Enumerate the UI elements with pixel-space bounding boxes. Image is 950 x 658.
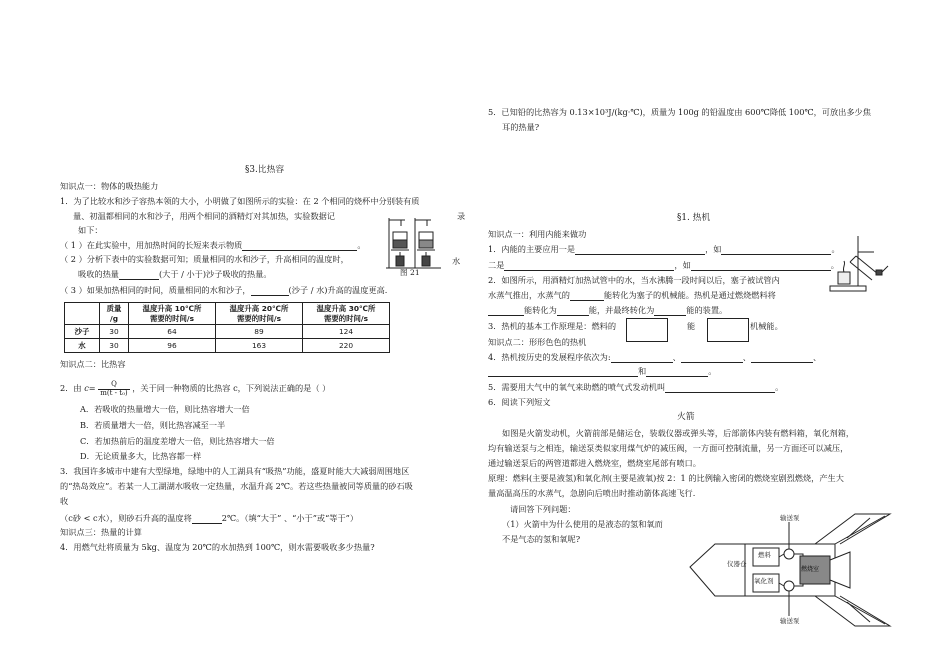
r-line8 [488,366,716,377]
answer-blank[interactable] [691,261,831,271]
table-header-cell [129,303,216,325]
q1-line2-end: 录 [457,211,466,221]
table-cell: 96 [129,339,216,353]
answer-blank[interactable] [751,353,813,363]
table-row [65,339,390,353]
r-line2-text: 二是 [488,260,505,270]
answer-blank[interactable] [611,353,673,363]
table-cell: 30 [100,339,129,353]
table-cell: 水 [65,339,100,353]
answer-blank[interactable] [488,367,638,377]
r-line1 [488,244,840,255]
table-cell: 沙子 [65,325,100,339]
r-line1-text: 1．内能的主要应用一是 [488,244,576,254]
article-p3: 通过输送泵后的两管道都进入燃烧室，燃烧室尾部有喷口。 [488,458,701,468]
r-line7-text: 4．热机按历史的发展程序依次为: [488,352,611,362]
r-line8-end: 。 [708,366,717,376]
answer-blank[interactable] [721,245,831,255]
q3-line3: 收 [60,496,69,506]
r-line6: 3．热机的基本工作原理是：燃料的 [488,321,617,331]
r-line7-sep: 、 [742,352,751,362]
r-line7-sep: 、 [813,352,822,362]
rocket-q1-line2: 不是气态的氢和氧呢? [502,534,581,544]
beaker-apparatus-figure [383,212,443,272]
r-line2 [488,260,839,271]
answer-blank[interactable] [488,306,524,316]
header-20c: 温度升高 20℃所 需要的时间/s [229,304,289,323]
left-section-title: §3.比热容 [245,165,285,175]
q2-stem: ，关于同一种物质的比热容 c，下列说法正确的是（ ） [132,383,331,394]
label-pump-top: 输送泵 [780,514,800,522]
answer-blank[interactable] [681,353,743,363]
r-line5-text: 能转化为 [524,305,557,315]
table-cell: 124 [303,325,390,339]
q3-line1: 3．我国许多城市中建有大型绿地，绿地中的人工湖具有“吸热”功能，盛夏时能大大减弱周围地区 [60,466,410,476]
r-line1-mid: ，如 [705,244,722,254]
q1-sub2-tail: (大于 / 小于)沙子吸收的热量。 [158,269,272,279]
q2-option-b: B．若质量增大一倍，则比热容减至一半 [80,420,226,430]
table-cell: 89 [216,325,303,339]
label-oxidizer: 氧化剂 [754,577,774,585]
right-knowledge-point-1: 知识点一：利用内能来做功 [488,229,587,239]
q2-option-c: C．若加热前后的温度差增大一倍，则比热容增大一倍 [80,436,275,446]
q4-line: 4．用燃气灶将质量为 5kg、温度为 20℃的水加热到 100℃，则水需要吸收多少热量? [60,542,375,552]
r-line9 [488,382,783,393]
r-line5-end: 能的装置。 [686,305,728,315]
table-header-cell [216,303,303,325]
r-line7 [488,352,821,363]
right-section-title: §1. 热机 [677,213,711,223]
q1-sub3 [60,285,387,296]
label-storage: 仪器仓 [727,560,747,568]
article-prompt: 请回答下列问题： [510,504,576,514]
q2-formula-lhs: c= [84,383,96,394]
label-pump-bottom: 输送泵 [780,617,800,625]
r-line6-end: 机械能。 [750,321,783,331]
answer-box[interactable] [626,318,668,342]
answer-blank[interactable] [557,306,589,316]
rocket-q1-line1: （1）火箭中为什么使用的是液态的氢和氧而 [502,519,663,529]
article-p2: 均有输送泵与之相连，输送泵类似家用煤气炉的减压阀，一方面可控制流量，另一方面还可以减压， [488,443,849,453]
q3-line4 [60,513,358,524]
r-line1-end: 。 [831,244,840,254]
answer-blank[interactable] [570,291,604,301]
q1-sub1 [60,240,366,251]
q1-sub3-text: （ 3 ）如果加热相同的时间，质量相同的水和沙子， [60,285,251,295]
answer-box[interactable] [707,318,749,342]
r-line5-mid: 能，并最终转化为 [588,305,655,315]
r-line9-text: 5．需要用大气中的氧气来助燃的喷气式发动机叫 [488,382,666,392]
knowledge-point-2: 知识点二：比热容 [60,359,126,369]
q1-line1: 1．为了比较水和沙子容热本领的大小，小明做了如图所示的实验：在 2 个相同的烧杯中分别装有质 [60,196,420,206]
table-header-cell [65,303,100,325]
answer-blank[interactable] [504,261,674,271]
table-header-cell [303,303,390,325]
r-line6-mid: 能 [687,321,696,331]
q1-sub1-text: （ 1 ）在此实验中，用加热时间的长短来表示物质 [60,240,243,250]
q3-line2: 的“热岛效应”。若某一人工湖湖水吸收一定热量，水温升高 2℃。若这些热量被同等质量的砂石吸 [60,481,413,491]
r-line3: 2．如图所示，用酒精灯加热试管中的水，当水沸腾一段时间以后，塞子被试管内 [488,275,780,285]
answer-blank[interactable] [646,367,708,377]
r-line8-and: 和 [638,366,647,376]
q1-line3: 如下： [78,225,103,235]
table-cell: 163 [216,339,303,353]
q1-sub2-line2 [78,269,272,280]
answer-blank[interactable] [665,383,775,393]
test-tube-apparatus-figure [828,234,892,294]
r-line7-sep: 、 [672,352,681,362]
q1-sub1-end: 。 [357,240,366,250]
q2-option-d: D．无论质量多大，比热容都一样 [80,451,202,461]
figure-caption: 图 21 [400,268,420,277]
r-line2-end: 。 [830,260,839,270]
q1-line2: 量、初温都相同的水和沙子，用两个相同的酒精灯对其加热，实验数据记 [73,211,336,221]
table-cell: 64 [129,325,216,339]
header-10c: 温度升高 10℃所 需要的时间/s [142,304,202,323]
knowledge-point-3: 知识点三：热量的计算 [60,527,142,537]
q1-sub2-text: 吸收的热量 [78,269,119,279]
answer-blank[interactable] [242,241,357,251]
header-mass: 质量 /g [106,304,122,323]
r-line9-end: 。 [775,382,784,392]
article-p1: 如图是火箭发动机，火箭前部是储运仓，装载仪器或弹头等，后部箭体内装有燃料箱，氧化剂箱， [502,428,855,438]
r-line4-tail: 能转化为塞子的机械能。热机是通过燃烧燃料将 [603,290,776,300]
header-30c: 温度升高 30℃所 需要的时间/s [316,304,376,323]
answer-blank[interactable] [251,286,289,296]
experiment-data-table [64,302,390,353]
q1-sub2: （ 2 ）分析下表中的实验数据可知；质量相同的水和沙子，升高相同的温度时， [60,254,349,264]
table-cell: 220 [303,339,390,353]
r-line4 [488,290,776,301]
article-title: 火箭 [677,412,695,422]
table-cell: 30 [100,325,129,339]
r-line4-text: 水蒸气推出，水蒸气的 [488,290,570,300]
answer-blank[interactable] [119,270,159,280]
answer-blank[interactable] [575,245,705,255]
article-p5: 量高温高压的水蒸气，急剧向后喷出时推动箭体高速飞行. [488,488,696,498]
label-fuel: 燃料 [758,551,771,559]
answer-blank[interactable] [192,514,222,524]
table-header-cell [100,303,129,325]
label-chamber: 燃烧室 [801,566,820,573]
q2-numerator: Q [98,381,129,390]
rocket-engine-diagram [685,512,900,627]
r-line2-mid: ，如 [674,260,691,270]
r-line5 [488,305,727,316]
r-line10: 6．阅读下列短文 [488,397,551,407]
q3-text: （c砂 < c水），则砂石升高的温度将 [60,513,192,523]
q2-line [60,381,330,397]
q5-line1: 5．已知铅的比热容为 0.13×10³J/(kg·℃)，质量为 100g 的铅温度由 600℃降低 100℃，可放出多少焦 [488,107,871,117]
knowledge-point-1: 知识点一：物体的吸热能力 [60,181,159,191]
q5-line2: 耳的热量? [502,122,540,132]
right-knowledge-point-2: 知识点二：形形色色的热机 [488,337,587,347]
q2-fraction [98,381,129,397]
q2-option-a: A．若吸收的热量增大一倍，则比热容增大一倍 [80,404,250,414]
q1-sub2-water: 水 [452,256,461,266]
table-header-row [65,303,390,325]
answer-blank[interactable] [654,306,686,316]
article-p4: 原理：燃料(主要是液氢)和氧化剂(主要是液氧)按 2：1 的比例输入密闭的燃烧室剧烈燃烧，产生大 [488,473,844,483]
q2-prefix: 2．由 [60,383,82,394]
table-row [65,325,390,339]
q3-tail: 2℃。（填“大于” 、“小于”或“等于”） [221,513,359,523]
q2-denominator: m(t - t₀) [100,388,128,397]
q1-sub3-tail: (沙子 / 水)升高的温度更高. [288,285,388,295]
